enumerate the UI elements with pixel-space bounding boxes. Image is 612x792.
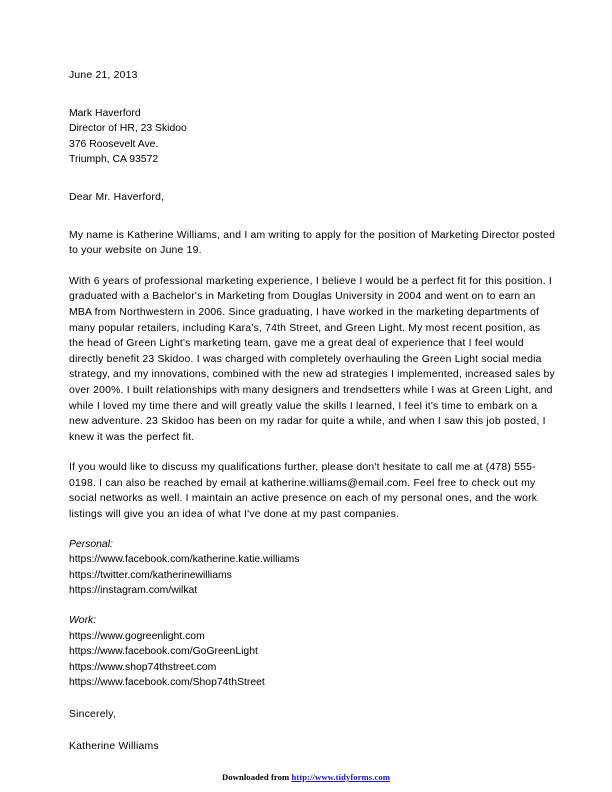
footer-source-link[interactable]: http://www.tidyforms.com — [291, 772, 390, 782]
letter-body — [69, 68, 557, 754]
spacer-paragraph-2 — [69, 445, 557, 460]
work-links-section — [69, 613, 557, 691]
spacer-before-closing — [69, 691, 557, 707]
recipient-street: 376 Roosevelt Ave. — [69, 138, 159, 150]
spacer-before-signature — [69, 723, 557, 739]
work-links-label: Work: — [69, 615, 97, 627]
spacer-after-address — [69, 168, 557, 190]
signature-name: Katherine Williams — [69, 740, 159, 752]
spacer-paragraph-1 — [69, 259, 557, 274]
work-link-facebook-shop74thstreet[interactable]: https://www.facebook.com/Shop74thStreet — [69, 677, 265, 689]
work-link-shop74thstreet[interactable]: https://www.shop74thstreet.com — [69, 661, 217, 673]
paragraph-experience: With 6 years of professional marketing experience, I believe I would be a perfect fit for this position. I graduated with a Bachelor's in Marketing from Douglas University in 2004 and went on to earn an MBA from Northwestern in 2006. Since graduating, I have worked in the marketing departments of many popular retailers, including Kara's, 74th Street, and Green Light. My most recent position, as the head of Green Light's marketing team, gave me a great deal of experience that I feel would directly benefit 23 Skidoo. I was charged with completely overhauling the Green Light social media strategy, and my innovations, combined with the new ad strategies I implemented, increased sales by over 200%. I built relationships with many designers and trendsetters while I was at Green Light, and while I loved my time there and will greatly value the skills I learned, I feel it's time to embark on a new adventure. 23 Skidoo has been on my radar for quite a while, and when I saw this job posted, I knew it was the perfect fit. — [69, 275, 555, 443]
work-link-gogreenlight[interactable]: https://www.gogreenlight.com — [69, 630, 205, 642]
personal-link-twitter[interactable]: https://twitter.com/katherinewilliams — [69, 569, 232, 581]
personal-links-section — [69, 537, 557, 599]
closing-salutation: Sincerely, — [69, 709, 116, 720]
spacer-before-work — [69, 599, 557, 613]
personal-link-instagram[interactable]: https://instagram.com/wilkat — [69, 585, 198, 597]
spacer-after-date — [69, 84, 557, 106]
spacer-before-personal — [69, 523, 557, 537]
salutation: Dear Mr. Haverford, — [69, 191, 165, 203]
page-footer — [0, 772, 612, 782]
recipient-name: Mark Haverford — [69, 107, 141, 119]
letter-date: June 21, 2013 — [69, 70, 138, 81]
recipient-address-block — [69, 106, 557, 168]
personal-links-label: Personal: — [69, 538, 113, 550]
recipient-title: Director of HR, 23 Skidoo — [69, 123, 187, 135]
footer-prefix-text: Downloaded from — [222, 772, 292, 782]
personal-link-facebook[interactable]: https://www.facebook.com/katherine.katie.williams — [69, 554, 300, 566]
paragraph-intro: My name is Katherine Williams, and I am writing to apply for the position of Marketing Director posted to your website on June 19. — [69, 229, 556, 257]
spacer-after-salutation — [69, 206, 557, 228]
paragraph-contact: If you would like to discuss my qualifications further, please don't hesitate to call me at (478) 555-0198. I can also be reached by email at katherine.williams@email.com. Feel free to check out my social networks as well. I maintain an active presence on each of my personal ones, and the work listings will give you an idea of what I've done at my past companies. — [69, 462, 538, 521]
work-link-facebook-gogreenlight[interactable]: https://www.facebook.com/GoGreenLight — [69, 646, 258, 658]
recipient-city-state-zip: Triumph, CA 93572 — [69, 154, 159, 166]
